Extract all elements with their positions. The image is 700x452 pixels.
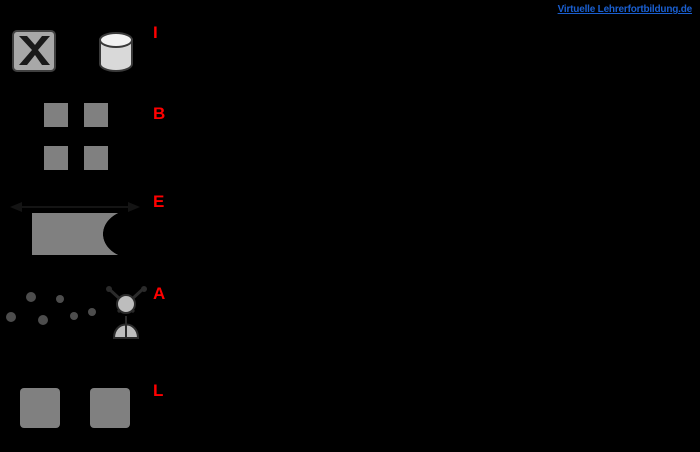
dot	[6, 312, 16, 322]
square-tile	[44, 146, 68, 170]
row-letter-a: A	[153, 284, 166, 303]
dot	[88, 308, 96, 316]
row-letter-i: I	[153, 23, 158, 42]
boxed-x-icon	[12, 30, 56, 72]
dot	[70, 312, 78, 320]
bowtie-shape	[30, 211, 120, 257]
site-link[interactable]: Virtuelle Lehrerfortbildung.de	[557, 4, 692, 15]
square-tile	[44, 103, 68, 127]
x-glyph	[14, 32, 54, 70]
row-letter-b: B	[153, 104, 166, 123]
bowtie-glyph	[30, 211, 120, 257]
dot	[26, 292, 36, 302]
cylinder-icon	[96, 32, 136, 72]
cylinder-glyph	[96, 32, 136, 72]
rounded-square-tile	[90, 388, 130, 428]
row-letter-l: L	[153, 381, 164, 400]
dot	[56, 295, 64, 303]
square-tile	[84, 103, 108, 127]
rounded-square-tile	[20, 388, 60, 428]
person-glyph	[100, 286, 152, 342]
person-figure-icon	[100, 286, 152, 342]
square-tile	[84, 146, 108, 170]
row-letter-e: E	[153, 192, 165, 211]
dot	[38, 315, 48, 325]
